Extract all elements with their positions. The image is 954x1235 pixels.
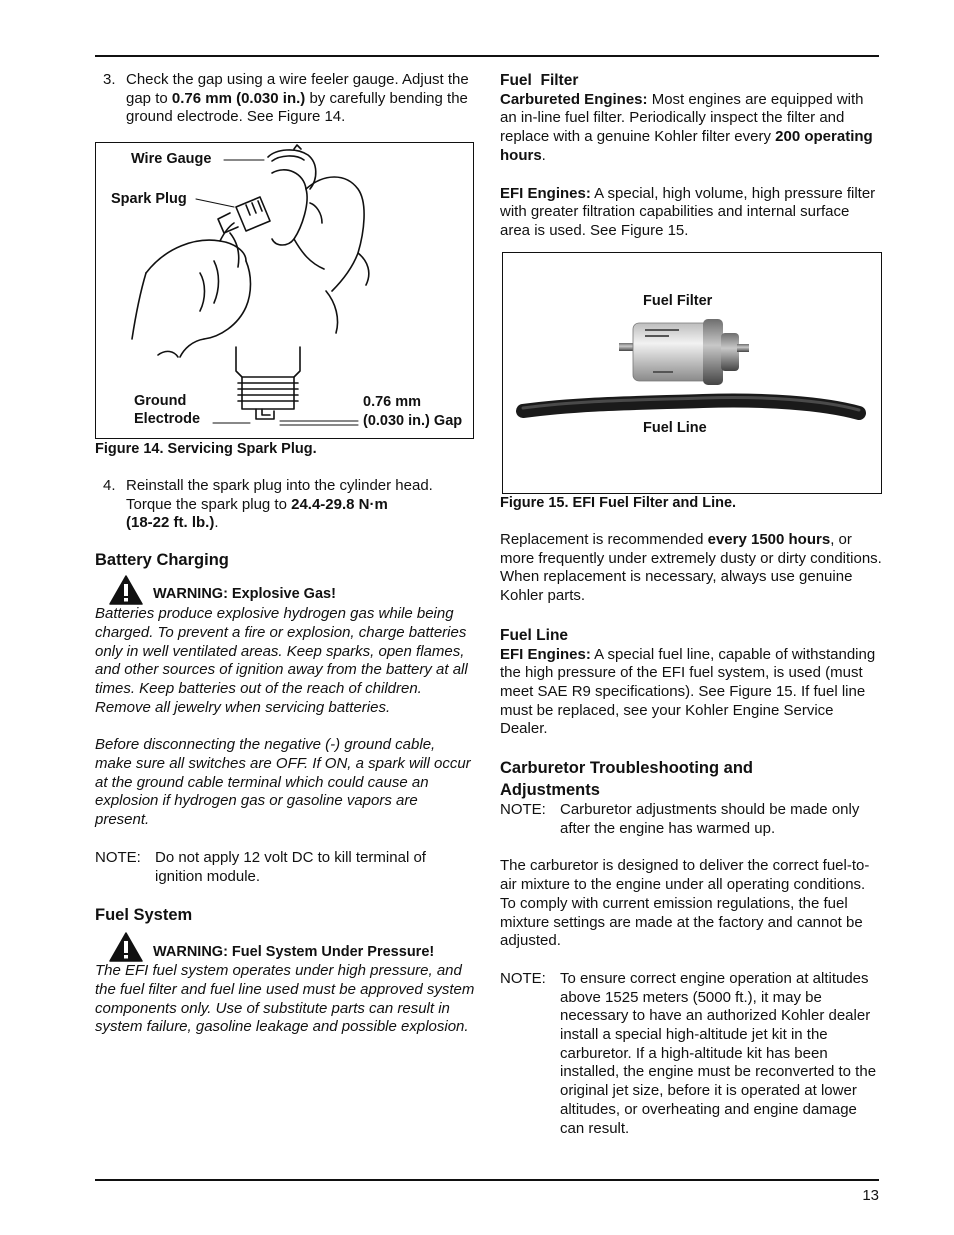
figure-15-caption: Figure 15. EFI Fuel Filter and Line. (500, 495, 737, 511)
carbureted-engines-text: Carbureted Engines: Most engines are equipped with an in-line fuel filter. Periodically inspect the filter and replace with a genuine Kohler filter every 200 operating hours. (500, 90, 873, 164)
note-text: Do not apply 12 volt DC to kill terminal of ignition module. (155, 848, 426, 885)
note-text: Carburetor adjustments should be made only after the engine has warmed up. (560, 801, 860, 837)
warning-triangle-icon (109, 575, 143, 605)
battery-warning-text: Batteries produce explosive hydrogen gas while being charged. To prevent a fire or explosion, charge batteries only in well ventilated areas. Keep sparks, open flames, and other sources of ignition away from the battery at all times. Keep batteries out of the reach of children. Remove all jewelry when servicing batteries. (95, 605, 468, 716)
label-wire-gauge: Wire Gauge (131, 151, 212, 167)
figure-14-caption: Figure 14. Servicing Spark Plug. (95, 441, 317, 457)
carburetor-heading: Carburetor Troubleshooting and Adjustments (500, 759, 754, 800)
top-rule (95, 55, 879, 57)
right-column (500, 72, 882, 241)
warning-fuel-pressure (109, 930, 475, 962)
battery-warning-text-2: Before disconnecting the negative (-) ground cable, make sure all switches are OFF. If ON, a spark will occur at the ground cable terminal which could cause an explosion if hydrogen gas or gasoline vapors are present. (95, 736, 471, 829)
step-number: 4. (103, 477, 116, 494)
figure-14 (95, 142, 474, 439)
battery-charging-heading: Battery Charging (95, 551, 229, 570)
step-3 (95, 71, 475, 127)
label-gap-line1: 0.76 mm (363, 394, 422, 410)
label-fuel-filter: Fuel Filter (643, 293, 713, 309)
note-label: NOTE: (500, 969, 546, 987)
fuel-line-heading: Fuel Line (500, 626, 569, 644)
label-ground-line1: Ground (134, 393, 187, 409)
warning-label: WARNING: Fuel System Under Pressure! (153, 943, 435, 960)
note-text: To ensure correct engine operation at altitudes above 1525 meters (5000 ft.), it may be necessary to have an authorized Kohler dealer install a special high-altitude jet kit in the carburetor. If a high-altitude kit has been installed, the engine must be reconverted to the original jet size, before it is operated at lower altitudes, or overheating and engine damage can result. (560, 969, 877, 1137)
fuel-system-heading: Fuel System (95, 906, 193, 925)
page-number: 13 (862, 1187, 879, 1204)
step-4 (95, 477, 475, 533)
fuel-filter-illustration (503, 253, 881, 493)
step-text: Reinstall the spark plug into the cylinder head. Torque the spark plug to 24.4-29.8 N·m (18-22 ft. lb.). (126, 477, 433, 532)
warning-label: WARNING: Explosive Gas! (153, 586, 336, 603)
fuel-system-warning-text: The EFI fuel system operates under high pressure, and the fuel filter and fuel line used must be approved system components only. Use of substitute parts can result in system failure, gasoline leakage and possible explosion. (95, 962, 475, 1036)
efi-engines-filter-text: EFI Engines: A special, high volume, high pressure filter with greater filtration capabilities and internal surface area is used. See Figure 15. (500, 184, 876, 239)
label-spark-plug: Spark Plug (111, 191, 187, 207)
label-fuel-line: Fuel Line (643, 420, 707, 436)
fuel-line-text: EFI Engines: A special fuel line, capable of withstanding the high pressure of the EFI fuel system, is used (must meet SAE R9 specifications). See Figure 15. If fuel line must be replaced, see your Kohler Engine Service Dealer. (500, 645, 876, 738)
replacement-text: Replacement is recommended every 1500 hours, or more frequently under extremely dusty or dirty conditions. When replacement is necessary, always use genuine Kohler parts. (500, 531, 882, 605)
note-high-altitude (500, 970, 882, 1138)
note-kill-terminal (95, 849, 475, 886)
figure-15 (502, 252, 882, 494)
bottom-rule (95, 1179, 879, 1181)
step-text: Check the gap using a wire feeler gauge. Adjust the gap to 0.76 mm (0.030 in.) by carefully bending the ground electrode. See Figure 14. (126, 71, 469, 126)
left-column-lower (95, 477, 475, 1037)
label-ground-line2: Electrode (134, 411, 201, 427)
note-warm-up (500, 801, 882, 838)
note-label: NOTE: (95, 848, 141, 866)
step-number: 3. (103, 71, 116, 88)
warning-explosive-gas (109, 573, 475, 605)
warning-triangle-icon (109, 932, 143, 962)
fuel-filter-heading: Fuel Filter (500, 72, 579, 89)
label-gap-line2: (0.030 in.) Gap (363, 413, 463, 429)
note-label: NOTE: (500, 801, 546, 819)
left-column (95, 71, 475, 127)
right-column-lower (500, 531, 882, 1138)
carburetor-text: The carburetor is designed to deliver the correct fuel-to-air mixture to the engine under all operating conditions. To comply with current emission regulations, the fuel mixture settings are made at the factory and cannot be adjusted. (500, 857, 870, 950)
